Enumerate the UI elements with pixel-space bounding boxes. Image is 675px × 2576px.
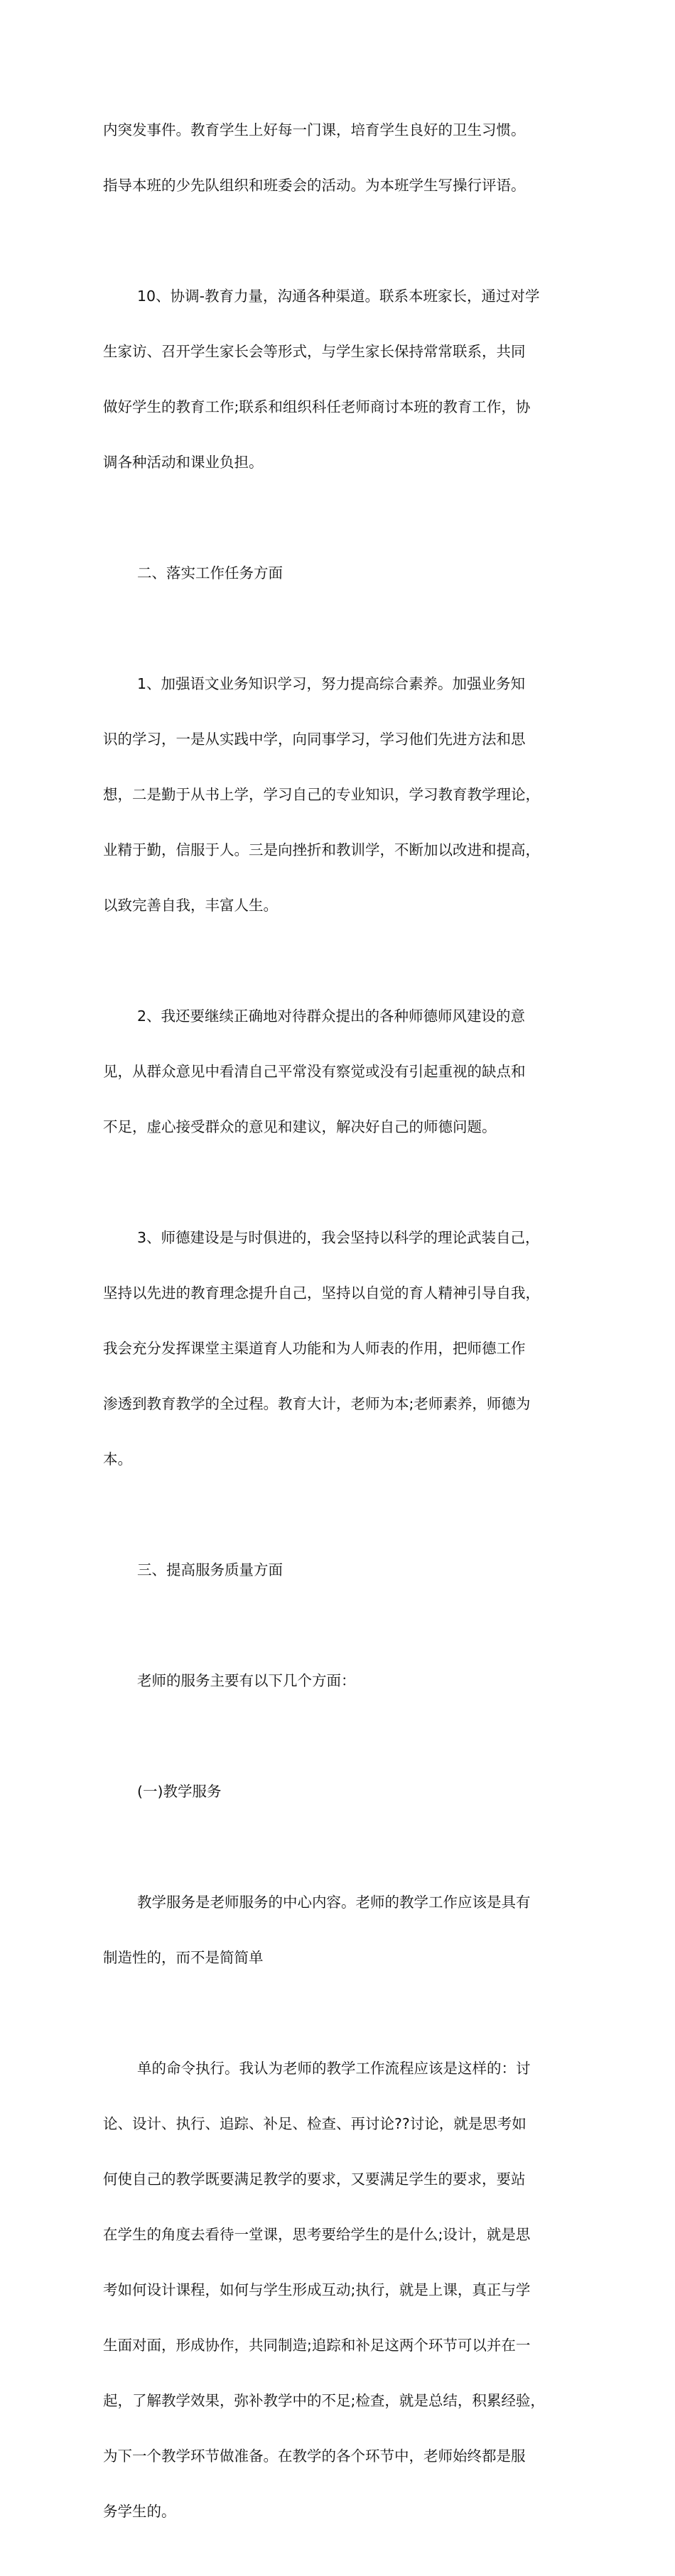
text-line: 识的学习，一是从实践中学，向同事学习，学习他们先进方法和思 — [103, 731, 526, 748]
text-line: 想，二是勤于从书上学，学习自己的专业知识，学习教育教学理论， — [103, 786, 540, 803]
text-line: 业精于勤，信服于人。三是向挫折和教训学，不断加以改进和提高， — [103, 841, 540, 858]
text-line: 三、提高服务质量方面 — [137, 1561, 283, 1578]
text-line: 指导本班的少先队组织和班委会的活动。为本班学生写操行评语。 — [103, 177, 526, 194]
section-heading — [103, 527, 586, 619]
paragraph — [103, 638, 586, 951]
text-line: 以致完善自我，丰富人生。 — [103, 897, 278, 914]
section-heading — [103, 1524, 586, 1616]
text-line: 考如何设计课程，如何与学生形成互动;执行，就是上课，真正与学 — [103, 2281, 531, 2298]
text-line: 不足，虚心接受群众的意见和建议，解决好自己的师德问题。 — [103, 1118, 497, 1135]
text-line: 老师的服务主要有以下几个方面： — [137, 1672, 356, 1689]
text-line: 内突发事件。教育学生上好每一门课，培育学生良好的卫生习惯。 — [103, 121, 526, 138]
document-page — [103, 84, 586, 2576]
paragraph — [103, 970, 586, 1173]
text-line: 10、协调-教育力量，沟通各种渠道。联系本班家长，通过对学 — [137, 288, 540, 305]
text-line: 1、加强语文业务知识学习，努力提高综合素养。加强业务知 — [137, 675, 526, 692]
text-line: 坚持以先进的教育理念提升自己，坚持以自觉的育人精神引导自我， — [103, 1284, 540, 1301]
paragraph — [103, 1634, 586, 1727]
text-line: 见，从群众意见中看清自己平常没有察觉或没有引起重视的缺点和 — [103, 1063, 526, 1080]
text-line: 二、落实工作任务方面 — [137, 564, 283, 582]
paragraph — [103, 1191, 586, 1505]
text-line: 渗透到教育教学的全过程。教育大计，老师为本;老师素养，师德为 — [103, 1395, 531, 1412]
text-line: 在学生的角度去看待一堂课，思考要给学生的是什么;设计，就是思 — [103, 2226, 531, 2243]
paragraph — [103, 250, 586, 508]
text-line: 起，了解教学效果，弥补教学中的不足;检查，就是总结，积累经验， — [103, 2392, 545, 2409]
text-line: 生面对面，形成协作，共同制造;追踪和补足这两个环节可以并在一 — [103, 2337, 531, 2354]
paragraph — [103, 84, 586, 231]
text-line: 3、师德建设是与时俱进的，我会坚持以科学的理论武装自己， — [137, 1229, 540, 1246]
text-line: 我会充分发挥课堂主渠道育人功能和为人师表的作用，把师德工作 — [103, 1340, 526, 1357]
subsection-heading — [103, 1745, 586, 1838]
text-line: (一)教学服务 — [137, 1783, 222, 1800]
text-line: 制造性的，而不是简简单 — [103, 1949, 264, 1966]
text-line: 单的命令执行。我认为老师的教学工作流程应该是这样的：讨 — [137, 2060, 531, 2077]
text-line: 为下一个教学环节做准备。在教学的各个环节中，老师始终都是服 — [103, 2447, 526, 2465]
text-line: 何使自己的教学既要满足教学的要求，又要满足学生的要求，要站 — [103, 2171, 526, 2188]
text-line: 调各种活动和课业负担。 — [103, 454, 264, 471]
paragraph — [103, 1856, 586, 2004]
text-line: 做好学生的教育工作;联系和组织科任老师商讨本班的教育工作，协 — [103, 398, 531, 415]
paragraph — [103, 2022, 586, 2558]
text-line: 教学服务是老师服务的中心内容。老师的教学工作应该是具有 — [137, 1894, 531, 1911]
text-line: 生家访、召开学生家长会等形式，与学生家长保持常常联系，共同 — [103, 343, 526, 360]
text-line: 论、设计、执行、追踪、补足、检查、再讨论??讨论，就是思考如 — [103, 2115, 526, 2132]
text-line: 2、我还要继续正确地对待群众提出的各种师德师风建设的意 — [137, 1008, 526, 1025]
text-line: 务学生的。 — [103, 2503, 176, 2520]
text-line: 本。 — [103, 1451, 132, 1468]
